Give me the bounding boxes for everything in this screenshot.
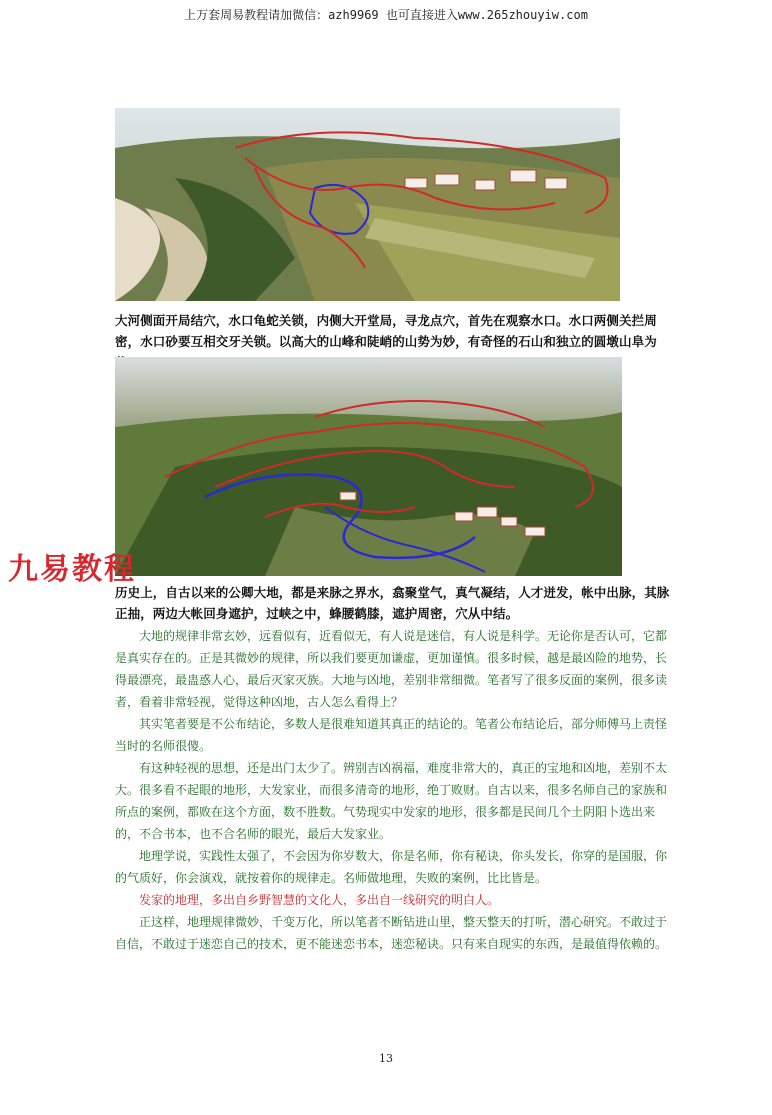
- paragraph: 地理学说，实践性太强了，不会因为你岁数大，你是名师，你有秘诀，你头发长，你穿的是国服，你的气质好，你会演戏，就按着你的规律走。名师做地理，失败的案例，比比皆是。: [115, 849, 668, 885]
- paragraph: 有这种轻视的思想，还是出门太少了。辨别吉凶祸福，难度非常大的，真正的宝地和凶地，差别不太大。很多看不起眼的地形，大发家业，而很多清奇的地形，绝丁败财。自古以来，很多名师自己的家族和所点的案例，都败在这个方面，数不胜数。气势现实中发家的地形，很多都是民间几个土阴阳卜选出来的，不合书本，也不合名师的眼光，最后大发家业。: [115, 761, 668, 841]
- article-body: [115, 625, 675, 955]
- watermark-logo: 九易教程: [8, 552, 136, 587]
- paragraph: 正这样，地理规律微妙，千变万化，所以笔者不断钻进山里，整天整天的打听，潜心研究。不敢过于自信，不敢过于迷恋自己的技术，更不能迷恋书本，迷恋秘诀。只有来自现实的东西，是最值得依赖的。: [115, 915, 668, 951]
- landscape-photo-river: [115, 108, 620, 301]
- paragraph: 大地的规律非常玄妙，远看似有，近看似无，有人说是迷信，有人说是科学。无论你是否认可，它都是真实存在的。正是其微妙的规律，所以我们要更加谦虚，更加谨慎。很多时候，越是最凶险的地势，长得最漂亮，最蛊惑人心，最后灭家灭族。大地与凶地，差别非常细微。笔者写了很多反面的案例，很多读者，看着非常轻视，觉得这种凶地，古人怎么看得上？: [115, 629, 668, 709]
- page-header: 上万套周易教程请加微信：azh9969 也可直接进入www.265zhouyiw.com: [184, 8, 588, 22]
- landscape-photo-aerial: [115, 357, 622, 576]
- paragraph: 其实笔者要是不公布结论，多数人是很难知道其真正的结论的。笔者公布结论后，部分师傅马上责怪当时的名师很傻。: [115, 717, 668, 753]
- photo-caption-second: 历史上，自古以来的公卿大地，都是来脉之界水，翕聚堂气，真气凝结，人才迸发，帐中出脉，其脉正抽，两边大帐回身遮护，过峡之中，蜂腰鹤膝，遮护周密，穴从中结。: [115, 585, 670, 621]
- page-number: 13: [379, 1052, 393, 1065]
- photo-caption-first: 大河侧面开局结穴，水口龟蛇关锁，内侧大开堂局，寻龙点穴，首先在观察水口。水口两侧关拦周密，水口砂要互相交牙关锁。以高大的山峰和陡峭的山势为妙，有奇怪的石山和独立的圆墩山阜为: [115, 313, 657, 349]
- highlight-paragraph: 发家的地理，多出自乡野智慧的文化人，多出自一线研究的明白人。: [139, 893, 500, 907]
